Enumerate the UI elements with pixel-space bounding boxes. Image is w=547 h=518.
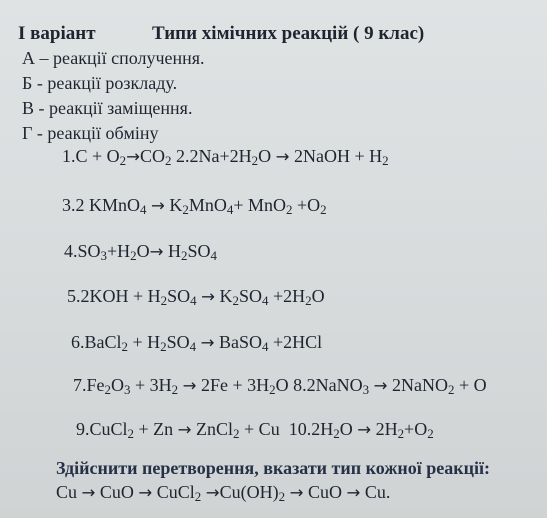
task-instruction: Здійснити перетворення, вказати тип кожної реакції: — [56, 458, 490, 478]
equation-5: $5.2KOH + H_2SO_4 \to K_2SO_4 +2H_2O$ — [67, 286, 325, 308]
reaction-type-d: Г - реакції обміну — [22, 123, 159, 143]
page-title — [18, 24, 424, 43]
equation-9: 9.CuCl$_2$ + Zn → ZnCl$_2$ + Cu — [76, 419, 280, 441]
equation-7: $7.Fe_2O_3 + 3H_2 \to 2Fe + 3H_2O$ — [73, 375, 289, 397]
topic-heading: Типи хімічних реакцій ( 9 клас) — [152, 23, 425, 44]
equation-6: 6.BaCl$_2$ + $H_2SO_4$ → BaSO$_4$ +2HCl — [71, 332, 323, 354]
equation-4: $4.SO_3+H_2O\to H_2SO_4$ — [64, 241, 217, 263]
equation-row-7 — [76, 420, 434, 439]
transformation-chain: Cu → CuO → CuCl$_2$ $\to Cu(OH)_2$ → CuO → Cu. — [56, 482, 391, 504]
reaction-type-a: А – реакції сполучення. — [22, 48, 205, 68]
equation-2: $2.2Na+2H_2O$ → 2NaOH + $H_2$ — [176, 146, 389, 168]
equation-row-1 — [62, 147, 389, 166]
equation-10: $10.2H_2O \to 2H_2+O_2$ — [288, 419, 434, 441]
equation-3: 3.2 KMnO$_4$ → $K_2MnO_4+ MnO_2 +O_2$ — [62, 195, 327, 217]
equation-8: 8.2NaNO$_3$ → 2NaNO$_2$ + O — [293, 375, 487, 397]
variant-label: І варіант — [18, 23, 96, 44]
reaction-type-c: В - реакції заміщення. — [22, 98, 193, 118]
equation-row-6 — [73, 376, 487, 395]
reaction-type-b: Б - реакції розкладу. — [22, 73, 178, 93]
equation-1: $1.C + O_2\to CO_2$ — [62, 146, 172, 168]
